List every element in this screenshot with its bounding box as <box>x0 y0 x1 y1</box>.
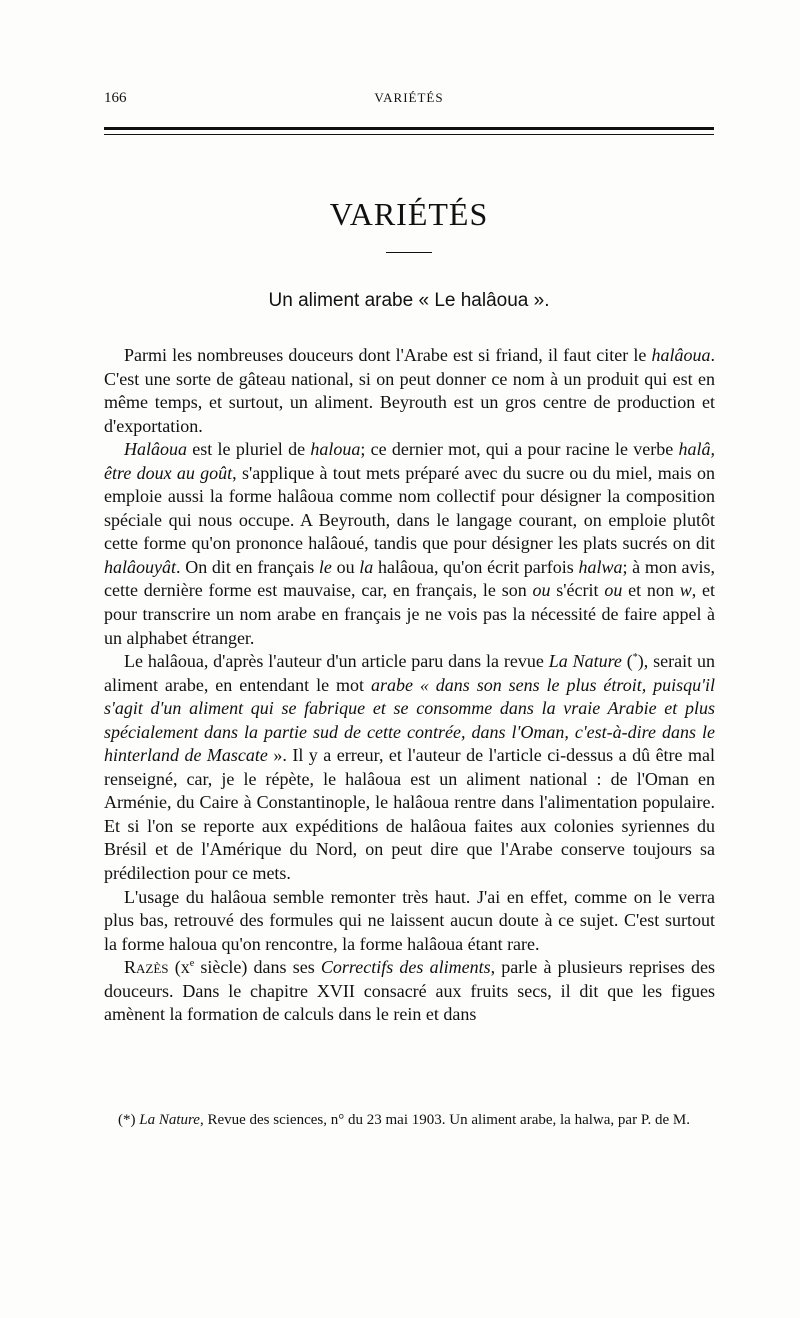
text-run: L'usage du halâoua semble remonter très haut. J'ai en effet, comme on le verra plus bas, retrouvé des formules qui ne laissent aucun doute à ce sujet. C'est surtout la forme haloua qu'on rencontre, la forme halâoua étant rare. <box>104 886 715 954</box>
text-run: ou <box>331 556 360 577</box>
text-run: Le halâoua, d'après l'auteur d'un article paru dans la revue <box>124 651 549 672</box>
italic-term: ou <box>604 580 623 601</box>
italic-term: haloua <box>310 439 361 460</box>
paragraph-5 <box>104 956 715 1027</box>
author-name: Razès <box>124 957 169 978</box>
article-title: Un aliment arabe « Le halâoua ». <box>268 290 550 311</box>
text-run: ( <box>621 651 633 672</box>
text-run: ), serait un aliment arabe, en entendant le mot <box>104 651 716 695</box>
text-run: (x <box>168 957 190 978</box>
page-number: 166 <box>104 90 127 106</box>
text-run: ; à mon avis, cette dernière forme est mauvaise, car, en français, le son <box>104 556 716 601</box>
italic-term: halâoua <box>651 345 711 365</box>
italic-term: halâouyât <box>104 556 176 577</box>
text-run: , s'applique à tout mets préparé avec du sucre ou du miel, mais on emploie aussi la forme halâoua comme nom collectif pour désigner la composition spéciale qui nous occupe. A Beyrouth, dans le langage courant, on emploie plutôt cette forme qu'on prononce halâoué, tandis que pour désigner les plats sucrés on dit <box>104 462 715 554</box>
text-run: s'écrit <box>550 580 605 601</box>
article-body <box>104 344 715 1027</box>
text-run: , et pour transcrire un nom arabe en français je ne vois pas la nécessité de faire appel à un alphabet étranger. <box>104 580 715 648</box>
text-run: , parle à plusieurs reprises des douceurs. Dans le chapitre XVII consacré aux fruits secs, il dit que les figues amènent la formation de calculs dans le rein et dans <box>104 957 715 1025</box>
section-title: VARIÉTÉS <box>329 196 489 232</box>
header-rule-thin <box>104 134 714 135</box>
paragraph-3 <box>104 650 715 885</box>
text-run: , Revue des sciences, n° du 23 mai 1903. Un aliment arabe, la halwa, par P. de M. <box>199 1112 690 1128</box>
text-run: . C'est une sorte de gâteau national, si on peut donner ce nom à un produit qui est en même temps, et surtout, un aliment. Beyrouth est un gros centre de production et d'exportation. <box>104 345 715 436</box>
text-run: Parmi les nombreuses douceurs dont l'Arabe est si friand, il faut citer le <box>124 345 652 365</box>
italic-quote: arabe « dans son sens le plus étroit, puisqu'il s'agit d'un aliment qui se fabrique et se consomme dans la vraie Arabie et plus spécialement dans la partie sud de cette contrée, dans l'Oman, c'est-à-dire dans le hinterland de Mascate <box>104 674 715 766</box>
text-run: ». Il y a erreur, et l'auteur de l'article ci-dessus a dû être mal renseigné, car, je le répète, le halâoua est un aliment national : de l'Oman en Arménie, du Caire à Constantinople, le halâoua rentre dans l'alimentation populaire. Et si l'on se reporte aux expéditions de halâoua faites aux colonies syriennes du Brésil et de l'Amérique du Nord, on peut dire que l'Arabe conserve toujours sa prédilection pour ce mets. <box>104 745 716 884</box>
footnote-marker: * <box>632 652 638 664</box>
italic-term: ou <box>532 580 551 601</box>
italic-term: la <box>359 556 374 577</box>
italic-term: halwa <box>578 556 623 577</box>
paragraph-4 <box>104 886 715 957</box>
page-header <box>104 90 714 112</box>
text-run: siècle) dans ses <box>194 957 321 978</box>
text-run: ; ce dernier mot, qui a pour racine le verbe <box>360 439 679 460</box>
italic-term: Halâoua <box>124 439 187 460</box>
section-title-rule <box>386 252 432 253</box>
italic-term: Correctifs des aliments <box>320 957 491 978</box>
italic-term: La Nature <box>139 1112 200 1128</box>
header-rule-thick <box>104 127 714 130</box>
text-run: halâoua, qu'on écrit parfois <box>373 556 579 577</box>
text-run: est le pluriel de <box>187 439 311 460</box>
italic-term: halâ, être doux au goût <box>104 439 715 483</box>
footnote <box>104 1109 715 1132</box>
italic-term: La Nature <box>548 651 622 672</box>
running-head: VARIÉTÉS <box>374 90 444 105</box>
text-run: . On dit en français <box>176 556 319 577</box>
superscript: e <box>189 958 195 970</box>
text-run: et non <box>622 580 680 601</box>
paragraph-1 <box>104 344 715 438</box>
italic-term: le <box>318 556 332 577</box>
italic-term: w <box>679 580 692 601</box>
footnote-marker: (*) <box>118 1112 140 1128</box>
paragraph-2 <box>104 438 715 650</box>
